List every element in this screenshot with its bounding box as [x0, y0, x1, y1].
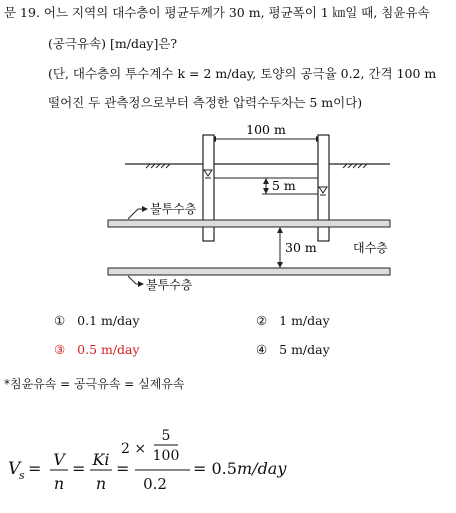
- choice-2: [256, 313, 330, 329]
- choice-2-text: 1 m/day: [279, 313, 330, 328]
- top-layer-label: 불투수층: [150, 202, 197, 216]
- top-confining-layer: [108, 220, 390, 227]
- svg-text:=: =: [116, 459, 130, 478]
- bottom-layer-arrow: [128, 276, 136, 284]
- head-diff-label: 5 m: [272, 178, 296, 193]
- frac3-inner-denominator: 100: [152, 448, 180, 464]
- aquifer-diagram: [0, 118, 456, 298]
- ground-hatch-left: [146, 164, 170, 168]
- velocity-formula: [0, 400, 456, 510]
- question-line-3: (단, 대수층의 투수계수 k = 2 m/day, 토양의 공극율 0.2, 간격 100 m: [48, 66, 437, 81]
- choice-1: [54, 313, 140, 329]
- velocity-note: *침윤유속 = 공극유속 = 실제유속: [4, 377, 185, 391]
- svg-text:=: =: [72, 459, 86, 478]
- frac2-numerator: Ki: [92, 450, 110, 469]
- question-line-2: (공극유속) [m/day]은?: [48, 36, 178, 51]
- choice-4-text: 5 m/day: [279, 342, 330, 357]
- ground-hatch-right: [343, 164, 367, 168]
- formula-lhs-subscript: s: [19, 469, 25, 482]
- question-line-1: 문 19. 어느 지역의 대수층이 평균두께가 30 m, 평균폭이 1 ㎞일 때, 침윤유속: [4, 5, 430, 20]
- frac3-denominator: 0.2: [143, 475, 167, 493]
- choice-3-marker: ③: [54, 342, 66, 357]
- frac1-denominator: n: [53, 474, 65, 493]
- frac2-denominator: n: [95, 474, 107, 493]
- formula-lhs: V: [8, 459, 21, 479]
- choice-3: [54, 342, 140, 358]
- thickness-label: 30 m: [285, 240, 317, 255]
- choice-2-marker: ②: [256, 313, 268, 328]
- top-layer-arrow: [128, 209, 138, 219]
- choice-4-marker: ④: [256, 342, 268, 357]
- frac3-inner-numerator: 5: [161, 428, 171, 444]
- frac1-numerator: V: [53, 450, 65, 469]
- formula-result: = 0.5: [193, 459, 237, 478]
- question-line-4: 떨어진 두 관측정으로부터 측정한 압력수두차는 5 m이다): [48, 95, 363, 110]
- choice-4: [256, 342, 330, 358]
- formula-unit: m/day: [237, 459, 287, 478]
- choice-1-marker: ①: [54, 313, 66, 328]
- distance-label: 100 m: [246, 122, 286, 137]
- frac3-coefficient: 2 ×: [121, 441, 147, 457]
- bottom-layer-label: 불투수층: [146, 278, 193, 292]
- svg-text:=: =: [28, 459, 42, 478]
- choice-1-text: 0.1 m/day: [77, 313, 140, 328]
- aquifer-label: 대수층: [353, 241, 388, 255]
- choice-3-text: 0.5 m/day: [77, 342, 140, 357]
- bottom-confining-layer: [108, 268, 390, 275]
